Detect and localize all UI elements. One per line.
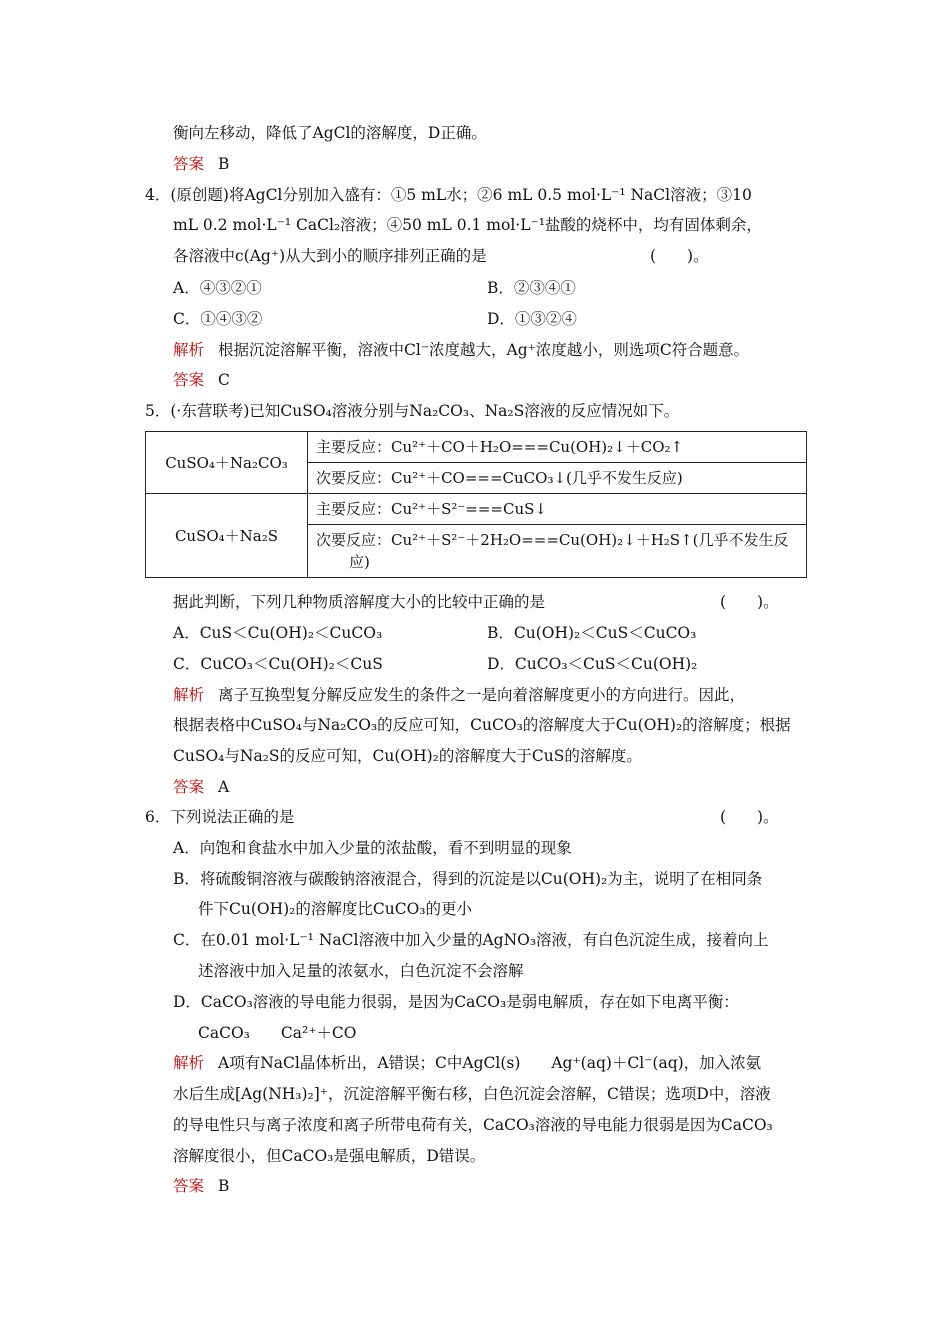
table-cell-reactants: CuSO₄＋Na₂CO₃ xyxy=(146,432,308,494)
answer-label: 答案 xyxy=(173,1177,205,1195)
answer-line xyxy=(173,776,229,798)
analysis-line: 水后生成[Ag(NH₃)₂]⁺，沉淀溶解平衡右移，白色沉淀会溶解，C错误；选项D中，溶液 xyxy=(173,1085,771,1103)
table-cell-minor-reaction: 次要反应：Cu²⁺＋CO===CuCO₃↓(几乎不发生反应) xyxy=(308,463,807,494)
answer-bracket: ( )。 xyxy=(720,808,779,826)
option-b: B．Cu(OH)₂＜CuS＜CuCO₃ xyxy=(487,624,697,642)
question-4-stem: 各溶液中c(Ag⁺)从大到小的顺序排列正确的是 xyxy=(173,247,487,265)
answer-value: B xyxy=(218,1177,230,1195)
analysis-label: 解析 xyxy=(173,341,205,359)
analysis-line xyxy=(173,684,745,706)
option-d-equation: CaCO₃ Ca²⁺＋CO xyxy=(198,1024,357,1042)
analysis-label: 解析 xyxy=(173,1054,205,1072)
text-line: 衡向左移动，降低了AgCl的溶解度，D正确。 xyxy=(173,124,487,142)
analysis-text: 离子互换型复分解反应发生的条件之一是向着溶解度更小的方向进行。因此， xyxy=(218,686,746,704)
answer-value: C xyxy=(218,371,230,389)
answer-value: A xyxy=(218,778,230,796)
question-6-stem: 6．下列说法正确的是 xyxy=(145,808,295,826)
table-row xyxy=(146,432,807,463)
table-cell-main-reaction: 主要反应：Cu²⁺＋S²⁻===CuS↓ xyxy=(308,494,807,525)
option-b-cont: 件下Cu(OH)₂的溶解度比CuCO₃的更小 xyxy=(198,900,472,918)
analysis-line: 根据表格中CuSO₄与Na₂CO₃的反应可知，CuCO₃的溶解度大于Cu(OH)₂的溶解度；根据 xyxy=(173,716,791,734)
option-d: D．CuCO₃＜CuS＜Cu(OH)₂ xyxy=(487,655,698,673)
answer-line xyxy=(173,369,230,391)
answer-bracket: ( )。 xyxy=(650,247,709,265)
minor-reaction-line: 次要反应：Cu²⁺＋S²⁻＋2H₂O===Cu(OH)₂↓＋H₂S↑(几乎不发生反 xyxy=(316,531,789,549)
answer-label: 答案 xyxy=(173,778,205,796)
analysis-line: CuSO₄与Na₂S的反应可知，Cu(OH)₂的溶解度大于CuS的溶解度。 xyxy=(173,747,642,765)
option-c: C．CuCO₃＜Cu(OH)₂＜CuS xyxy=(173,655,383,673)
option-d: D．①③②④ xyxy=(487,310,577,328)
reaction-table xyxy=(145,431,807,578)
minor-reaction-line: 应) xyxy=(349,553,370,571)
analysis-line: 溶解度很小，但CaCO₃是强电解质，D错误。 xyxy=(173,1147,486,1165)
option-c: C．在0.01 mol·L⁻¹ NaCl溶液中加入少量的AgNO₃溶液，有白色沉淀生成，接着向上 xyxy=(173,931,769,949)
analysis-line: 的导电性只与离子浓度和离子所带电荷有关，CaCO₃溶液的导电能力很弱是因为CaCO₃ xyxy=(173,1116,773,1134)
answer-label: 答案 xyxy=(173,155,205,173)
option-c-cont: 述溶液中加入足量的浓氨水，白色沉淀不会溶解 xyxy=(198,962,524,980)
table-cell-main-reaction: 主要反应：Cu²⁺＋CO＋H₂O===Cu(OH)₂↓＋CO₂↑ xyxy=(308,432,807,463)
analysis-label: 解析 xyxy=(173,686,205,704)
table-row xyxy=(146,494,807,525)
answer-line xyxy=(173,153,229,175)
analysis-line xyxy=(173,1052,761,1074)
option-b: B．将硫酸铜溶液与碳酸钠溶液混合，得到的沉淀是以Cu(OH)₂为主，说明了在相同条 xyxy=(173,870,763,888)
answer-bracket: ( )。 xyxy=(720,593,779,611)
option-a: A．④③②① xyxy=(173,279,262,297)
table-cell-reactants: CuSO₄＋Na₂S xyxy=(146,494,308,578)
question-5-prompt: 据此判断，下列几种物质溶解度大小的比较中正确的是 xyxy=(173,593,546,611)
question-4-stem: mL 0.2 mol·L⁻¹ CaCl₂溶液；④50 mL 0.1 mol·L⁻¹盐酸的烧杯中，均有固体剩余， xyxy=(173,216,762,234)
option-a: A．向饱和食盐水中加入少量的浓盐酸，看不到明显的现象 xyxy=(173,839,572,857)
option-d: D．CaCO₃溶液的导电能力很弱，是因为CaCO₃是弱电解质，存在如下电离平衡： xyxy=(173,993,739,1011)
question-4-stem: 4．(原创题)将AgCl分别加入盛有：①5 mL水；②6 mL 0.5 mol·L⁻¹ NaCl溶液；③10 xyxy=(145,186,752,204)
analysis-line xyxy=(173,339,749,361)
question-5-stem: 5．(·东营联考)已知CuSO₄溶液分别与Na₂CO₃、Na₂S溶液的反应情况如下。 xyxy=(145,402,680,420)
analysis-text: 根据沉淀溶解平衡，溶液中Cl⁻浓度越大，Ag⁺浓度越小，则选项C符合题意。 xyxy=(218,341,750,359)
option-b: B．②③④① xyxy=(487,279,576,297)
answer-line xyxy=(173,1175,229,1197)
answer-value: B xyxy=(218,155,230,173)
option-a: A．CuS＜Cu(OH)₂＜CuCO₃ xyxy=(173,624,383,642)
option-c: C．①④③② xyxy=(173,310,263,328)
table-cell-minor-reaction xyxy=(308,525,807,578)
analysis-text: A项有NaCl晶体析出，A错误；C中AgCl(s) Ag⁺(aq)＋Cl⁻(aq)，加入浓氨 xyxy=(218,1054,762,1072)
answer-label: 答案 xyxy=(173,371,205,389)
